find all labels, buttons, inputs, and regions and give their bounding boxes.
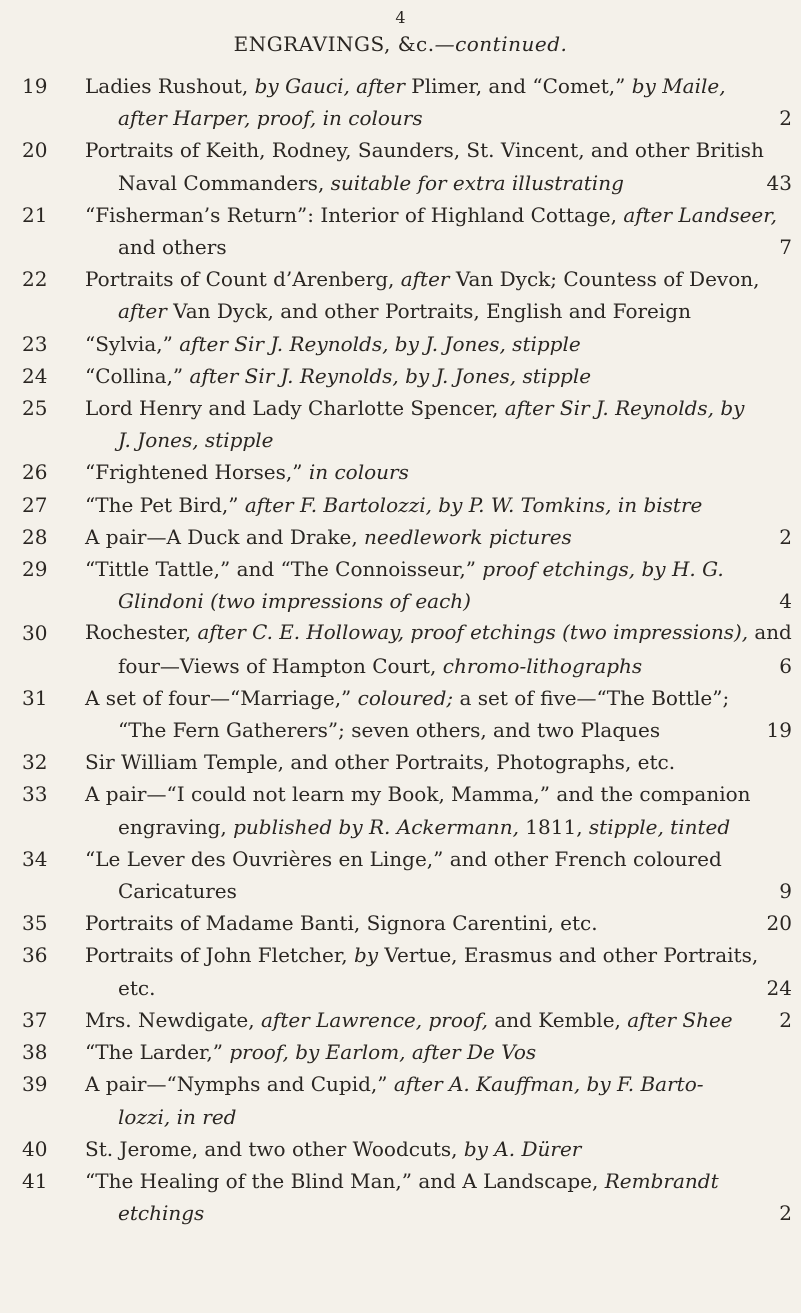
lot-entry — [22, 134, 792, 198]
italic-text: by — [353, 943, 379, 968]
lot-entry — [22, 1133, 792, 1165]
lot-entry — [22, 1036, 792, 1068]
lot-entry — [22, 70, 792, 134]
lot-number: 25 — [22, 396, 48, 421]
italic-text: after — [400, 267, 450, 292]
italic-text: chromo-lithographs — [442, 653, 643, 678]
italic-text: in colours — [308, 460, 409, 485]
lot-description-line — [118, 875, 792, 907]
lot-quantity: 4 — [779, 589, 792, 614]
lot-description-line — [118, 1197, 792, 1229]
lot-quantity: 9 — [779, 879, 792, 904]
lot-description-line — [85, 746, 792, 778]
lot-entry — [22, 456, 792, 488]
lot-entry — [22, 392, 792, 456]
lot-number: 36 — [22, 943, 48, 968]
lot-list — [22, 70, 792, 1229]
lot-number: 29 — [22, 557, 48, 582]
lot-entry — [22, 263, 792, 327]
lot-number: 31 — [22, 685, 48, 710]
lot-description-line — [85, 1133, 792, 1165]
lot-quantity: 2 — [779, 1201, 792, 1226]
roman-text: “The Fern Gatherers”; seven others, and two Plaques — [118, 718, 661, 743]
page-number: 4 — [395, 8, 406, 27]
roman-text: and others — [118, 235, 227, 260]
lot-quantity: 2 — [779, 106, 792, 131]
lot-description-line — [118, 167, 792, 199]
lot-entry — [22, 553, 792, 617]
lot-entry — [22, 521, 792, 553]
lot-number: 40 — [22, 1136, 48, 1161]
lot-entry — [22, 682, 792, 746]
roman-text: engraving, — [118, 814, 234, 839]
lot-quantity: 7 — [779, 235, 792, 260]
lot-description-line — [85, 456, 792, 488]
italic-text: suitable for extra illustrating — [330, 170, 624, 195]
roman-text: Van Dyck; Countess of Devon, — [449, 267, 760, 292]
italic-text: after Sir J. Reynolds, by J. Jones, stipple — [189, 363, 592, 388]
italic-text: Rembrandt — [604, 1168, 719, 1193]
lot-quantity: 2 — [779, 1007, 792, 1032]
lot-number: 30 — [22, 621, 48, 646]
roman-text: Lord Henry and Lady Charlotte Spencer, — [85, 396, 505, 421]
roman-text: A set of four—“Marriage,” — [85, 685, 358, 710]
roman-text: A pair—A Duck and Drake, — [85, 524, 365, 549]
lot-description-line — [118, 811, 792, 843]
lot-description-line — [85, 263, 792, 295]
roman-text: “Fisherman’s Return”: Interior of Highland Cottage, — [85, 202, 624, 227]
lot-quantity: 20 — [766, 911, 792, 936]
lot-number: 28 — [22, 524, 48, 549]
lot-description-line — [118, 295, 792, 327]
lot-description-line — [118, 650, 792, 682]
italic-text: Glindoni (two impressions of each) — [118, 589, 471, 614]
lot-description-line — [85, 328, 792, 360]
lot-number: 34 — [22, 846, 48, 871]
roman-text: “Sylvia,” — [85, 331, 180, 356]
italic-text: after A. Kauffman, by F. Barto- — [393, 1072, 704, 1097]
roman-text: “Collina,” — [85, 363, 190, 388]
lot-number: 37 — [22, 1007, 48, 1032]
lot-entry — [22, 328, 792, 360]
italic-text: published by R. Ackermann, — [233, 814, 519, 839]
italic-text: after Landseer, — [623, 202, 777, 227]
lot-description-line — [118, 714, 792, 746]
italic-text: after Sir J. Reynolds, by J. Jones, stipple — [179, 331, 581, 356]
lot-number: 19 — [22, 74, 48, 98]
lot-entry — [22, 199, 792, 263]
italic-text: after Lawrence, proof, — [261, 1007, 488, 1032]
lot-entry — [22, 746, 792, 778]
lot-entry — [22, 360, 792, 392]
lot-entry — [22, 907, 792, 939]
lot-description-line — [85, 553, 792, 585]
italic-text: by Maile, — [631, 74, 726, 98]
lot-entry — [22, 617, 792, 681]
lot-entry — [22, 1004, 792, 1036]
roman-text: Naval Commanders, — [118, 170, 331, 195]
roman-text: “The Larder,” — [85, 1040, 230, 1065]
heading-continued: —continued. — [434, 32, 568, 56]
roman-text: “Tittle Tattle,” and “The Connoisseur,” — [85, 557, 483, 582]
roman-text: “Le Lever des Ouvrières en Linge,” and other French coloured — [85, 846, 722, 871]
roman-text: Ladies Rushout, — [85, 74, 255, 98]
lot-number: 22 — [22, 267, 48, 292]
lot-number: 32 — [22, 750, 48, 775]
roman-text: St. Jerome, and two other Woodcuts, — [85, 1136, 464, 1161]
italic-text: after — [118, 299, 167, 324]
lot-description-line — [85, 392, 792, 424]
heading-main: ENGRAVINGS, &c. — [233, 32, 435, 56]
lot-description-line — [85, 1004, 792, 1036]
roman-text: a set of five—“The Bottle”; — [453, 685, 730, 710]
roman-text: A pair—“Nymphs and Cupid,” — [85, 1072, 394, 1097]
lot-quantity: 2 — [779, 524, 792, 549]
lot-quantity: 43 — [766, 170, 792, 195]
lot-description-line — [118, 231, 792, 263]
roman-text: Caricatures — [118, 879, 237, 904]
italic-text: proof etchings, by H. G. — [482, 557, 724, 582]
italic-text: after Shee — [627, 1007, 733, 1032]
roman-text: etc. — [118, 975, 156, 1000]
roman-text: Portraits of Count d’Arenberg, — [85, 267, 401, 292]
lot-entry — [22, 939, 792, 1003]
italic-text: proof, by Earlom, after De Vos — [229, 1040, 537, 1065]
lot-description-line — [85, 939, 792, 971]
roman-text: Rochester, — [85, 621, 198, 645]
roman-text: Portraits of John Fletcher, — [85, 943, 354, 968]
roman-text: Plimer, and “Comet,” — [404, 74, 632, 98]
lot-description-line — [118, 424, 792, 456]
italic-text: by A. Dürer — [463, 1136, 582, 1161]
lot-number: 39 — [22, 1072, 48, 1097]
lot-number: 24 — [22, 363, 48, 388]
lot-description-line — [85, 70, 792, 102]
italic-text: after Sir J. Reynolds, by — [504, 396, 745, 421]
lot-description-line — [85, 134, 792, 166]
roman-text: and — [748, 621, 792, 645]
lot-description-line — [118, 585, 792, 617]
italic-text: stipple, tinted — [588, 814, 731, 839]
lot-number: 20 — [22, 138, 48, 163]
lot-description-line — [85, 1165, 792, 1197]
lot-number: 41 — [22, 1168, 48, 1193]
lot-entry — [22, 489, 792, 521]
lot-description-line — [118, 102, 792, 134]
roman-text: “The Healing of the Blind Man,” and A Landscape, — [85, 1168, 605, 1193]
lot-entry — [22, 778, 792, 842]
italic-text: etchings — [118, 1201, 205, 1226]
italic-text: after C. E. Holloway, proof etchings (two impressions), — [197, 621, 749, 645]
roman-text: Sir William Temple, and other Portraits, Photographs, etc. — [85, 750, 676, 775]
italic-text: needlework pictures — [364, 524, 572, 549]
lot-number: 33 — [22, 782, 48, 807]
roman-text: A pair—“I could not learn my Book, Mamma,” and the companion — [85, 782, 751, 807]
roman-text: “Frightened Horses,” — [85, 460, 309, 485]
lot-description-line — [85, 1068, 792, 1100]
roman-text: Vertue, Erasmus and other Portraits, — [378, 943, 759, 968]
lot-description-line — [118, 972, 792, 1004]
lot-description-line — [85, 199, 792, 231]
lot-description-line — [85, 843, 792, 875]
running-head — [0, 32, 801, 56]
roman-text: Mrs. Newdigate, — [85, 1007, 261, 1032]
roman-text: Portraits of Madame Banti, Signora Carentini, etc. — [85, 911, 598, 936]
italic-text: J. Jones, stipple — [118, 428, 274, 453]
italic-text: coloured; — [357, 685, 454, 710]
lot-description-line — [85, 360, 792, 392]
lot-number: 21 — [22, 202, 48, 227]
lot-quantity: 24 — [766, 975, 792, 1000]
roman-text: Van Dyck, and other Portraits, English and Foreign — [166, 299, 691, 324]
roman-text: and Kemble, — [487, 1007, 628, 1032]
lot-number: 27 — [22, 492, 48, 517]
lot-description-line — [85, 778, 792, 810]
lot-description-line — [85, 617, 792, 649]
lot-entry — [22, 1165, 792, 1229]
italic-text: by Gauci, after — [254, 74, 405, 98]
lot-description-line — [85, 682, 792, 714]
lot-number: 38 — [22, 1040, 48, 1065]
lot-quantity: 19 — [766, 718, 792, 743]
italic-text: after Harper, proof, in colours — [118, 106, 423, 131]
lot-description-line — [118, 1101, 792, 1133]
lot-description-line — [85, 907, 792, 939]
lot-number: 23 — [22, 331, 48, 356]
italic-text: lozzi, in red — [118, 1104, 237, 1129]
roman-text: four—Views of Hampton Court, — [118, 653, 443, 678]
roman-text: Portraits of Keith, Rodney, Saunders, St. Vincent, and other British — [85, 138, 764, 163]
roman-text: 1811, — [518, 814, 589, 839]
lot-description-line — [85, 521, 792, 553]
lot-number: 26 — [22, 460, 48, 485]
lot-quantity: 6 — [779, 653, 792, 678]
lot-description-line — [85, 489, 792, 521]
lot-number: 35 — [22, 911, 48, 936]
lot-entry — [22, 1068, 792, 1132]
italic-text: after F. Bartolozzi, by P. W. Tomkins, in bistre — [244, 492, 703, 517]
roman-text: “The Pet Bird,” — [85, 492, 245, 517]
lot-entry — [22, 843, 792, 907]
lot-description-line — [85, 1036, 792, 1068]
